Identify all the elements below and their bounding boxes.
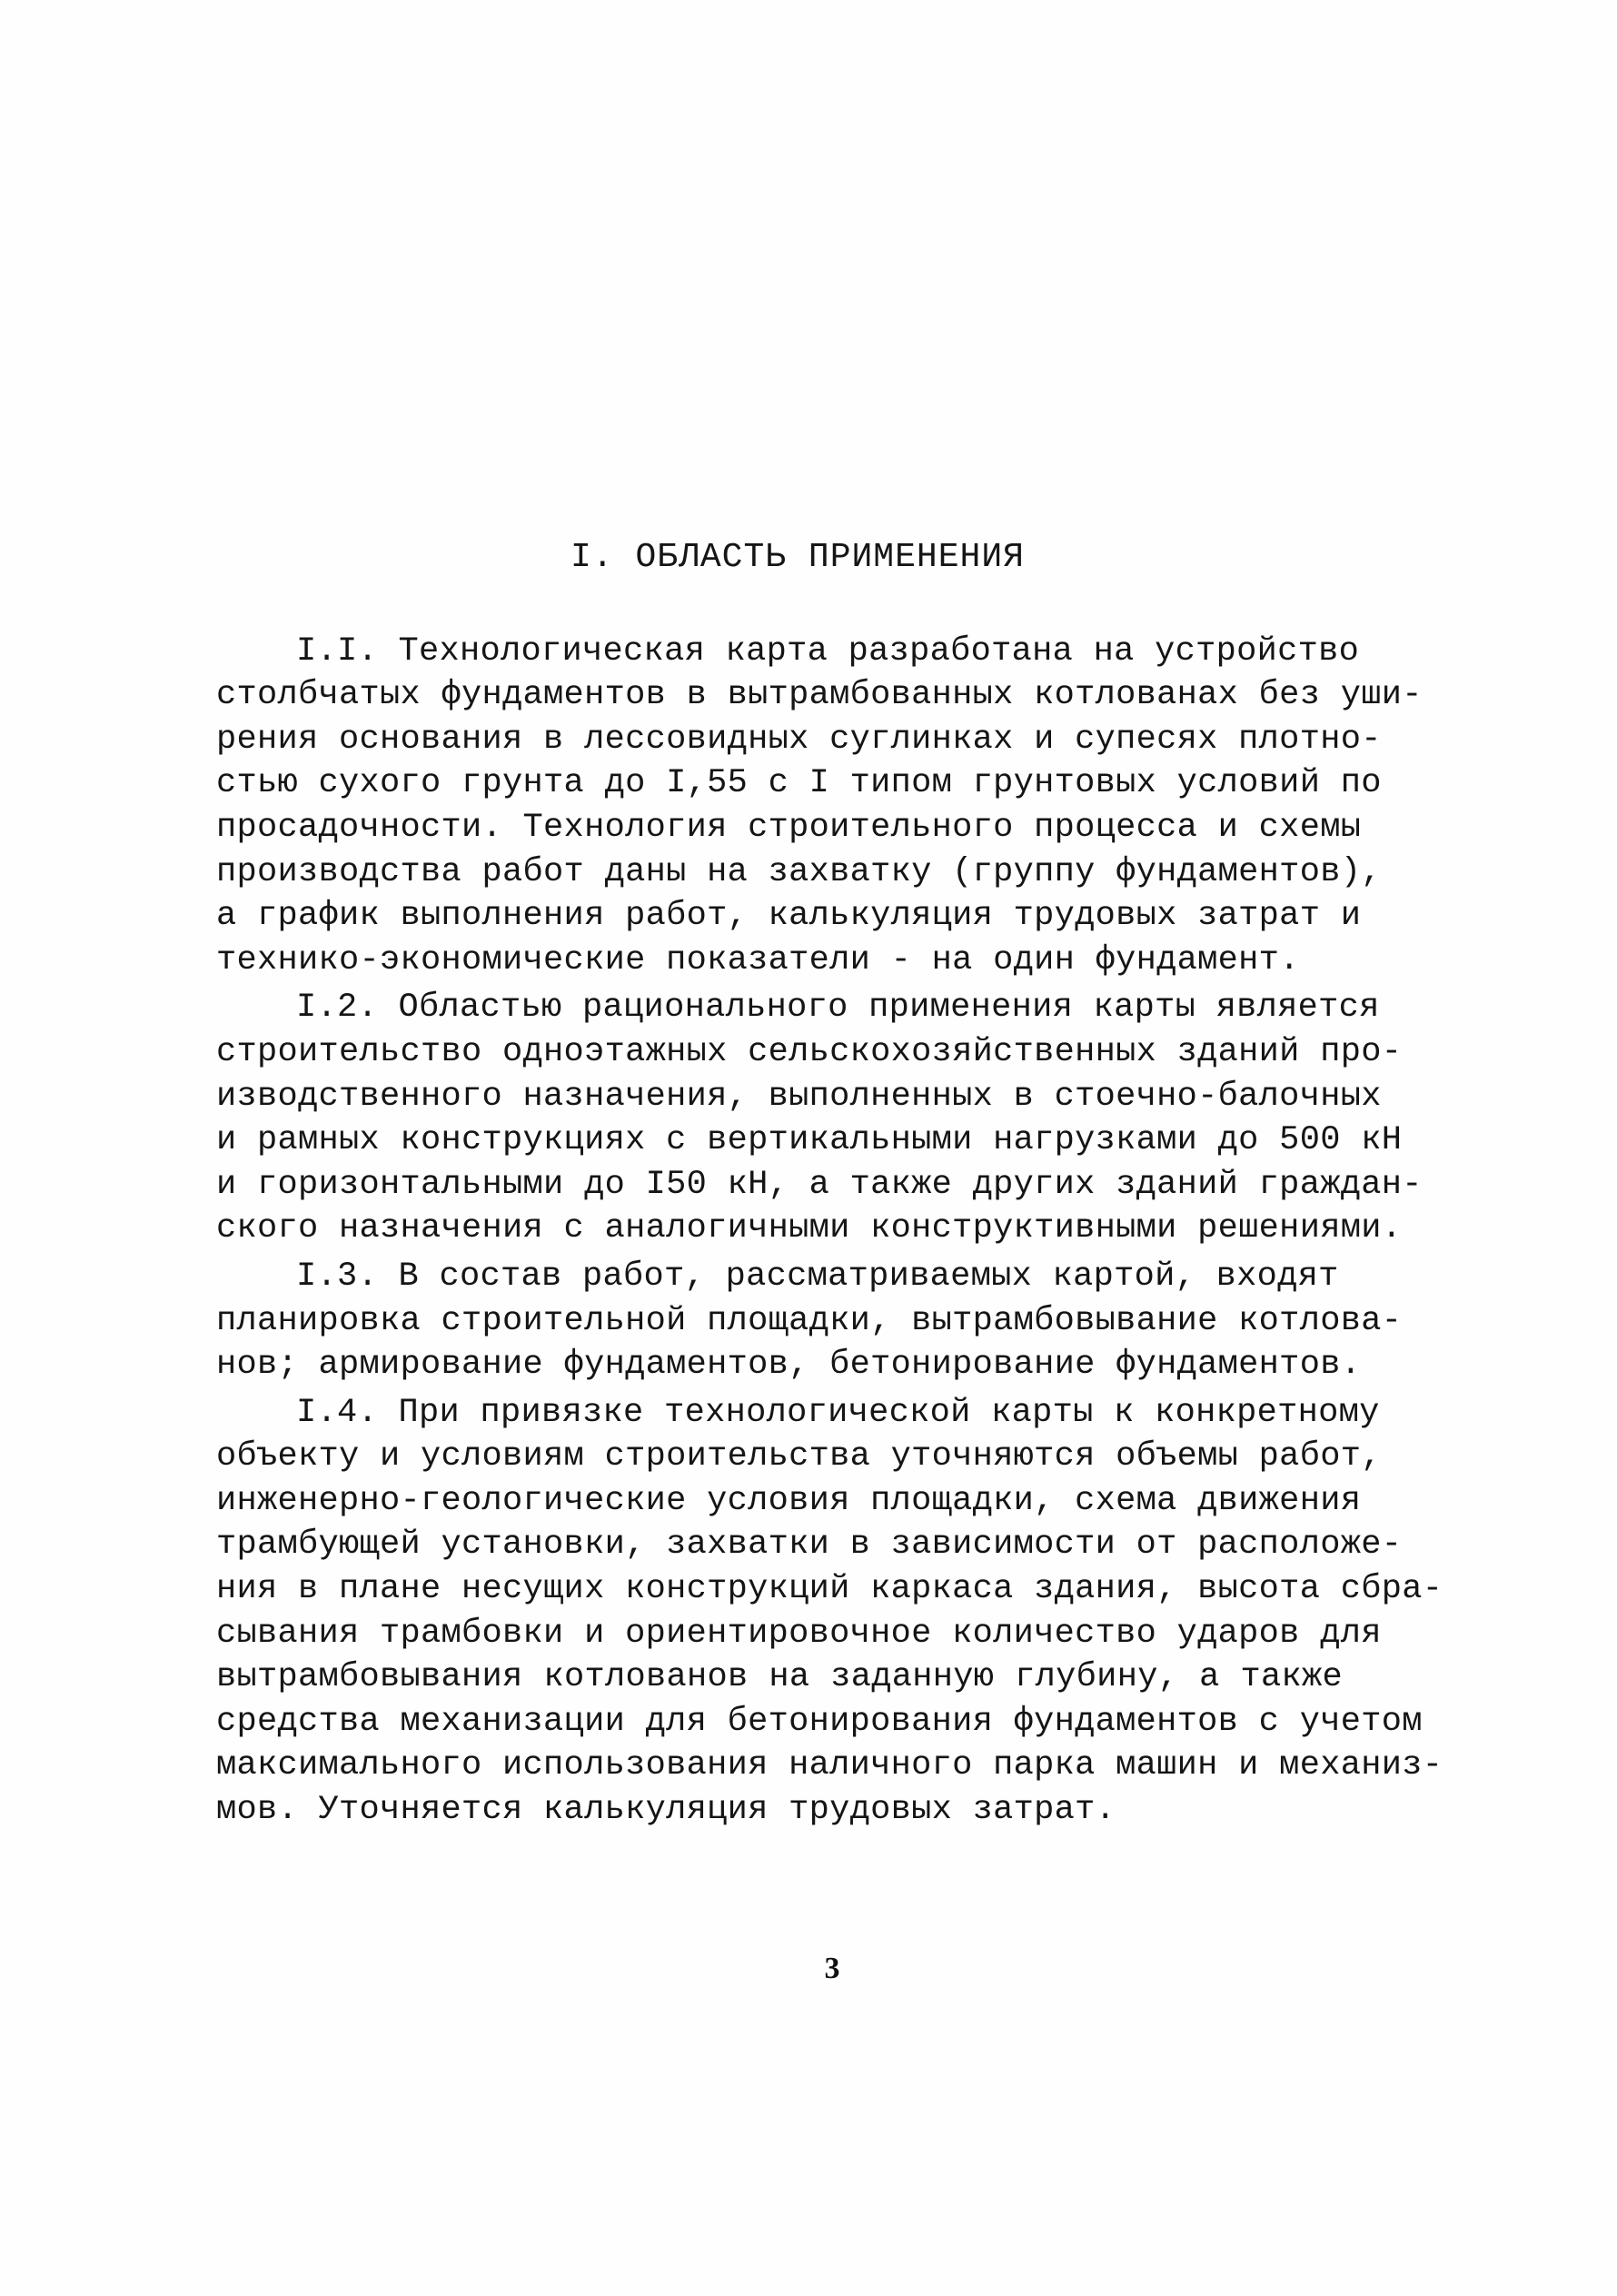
paragraph-1-4 [216,1391,1443,1833]
paragraph-line: технико-экономические показатели - на один фундамент. [216,940,1300,979]
document-body [216,536,1443,1833]
paragraph-line: I.4. При привязке технологической карты к конкретному [296,1393,1380,1432]
paragraph-line: и рамных конструкциях с вертикальными нагрузками до 500 кН [216,1121,1403,1160]
paragraph-line: I.2. Областью рационального применения карты является [296,989,1380,1028]
section-title: I. ОБЛАСТЬ ПРИМЕНЕНИЯ [570,538,1025,577]
page-number: 3 [824,1952,840,1985]
paragraph-line: средства механизации для бетонирования фундаментов с учетом [216,1702,1423,1741]
paragraph-line: производства работ даны на захватку (группу фундаментов), [216,852,1382,891]
paragraph-line: планировка строительной площадки, вытрамбовывание котлова- [216,1301,1403,1340]
paragraph-line: рения основания в лессовидных суглинках и супесях плотно- [216,720,1382,759]
paragraph-line: строительство одноэтажных сельскохозяйственных зданий про- [216,1032,1403,1071]
paragraph-line: просадочности. Технология строительного процесса и схемы [216,808,1362,847]
paragraph-line: вытрамбовывания котлованов на заданную глубину, а также [216,1658,1343,1697]
paragraph-1-2 [216,986,1423,1251]
paragraph-line: а график выполнения работ, калькуляция трудовых затрат и [216,897,1362,936]
paragraph-line: стью сухого грунта до I,55 с I типом грунтовых условий по [216,764,1382,803]
paragraph-line: объекту и условиям строительства уточняются объемы работ, [216,1437,1382,1476]
paragraph-line: инженерно-геологические условия площадки, схема движения [216,1481,1362,1520]
paragraph-1-3 [216,1255,1403,1387]
paragraph-line: ского назначения с аналогичными конструктивными решениями. [216,1209,1403,1248]
paragraph-line: трамбующей установки, захватки в зависимости от расположе- [216,1526,1403,1565]
paragraph-line: изводственного назначения, выполненных в стоечно-балочных [216,1077,1382,1116]
paragraph-line: столбчатых фундаментов в вытрамбованных котлованах без уши- [216,676,1423,715]
paragraph-line: максимального использования наличного парка машин и механиз- [216,1746,1443,1785]
paragraph-line: нов; армирование фундаментов, бетонирование фундаментов. [216,1346,1362,1385]
paragraph-line: мов. Уточняется калькуляция трудовых затрат. [216,1791,1116,1830]
paragraph-line: ния в плане несущих конструкций каркаса здания, высота сбра- [216,1570,1443,1609]
paragraph-1-1 [216,630,1423,983]
paragraph-line: I.I. Технологическая карта разработана на устройство [296,631,1360,671]
paragraph-line: и горизонтальными до I50 кН, а также других зданий граждан- [216,1165,1423,1204]
paragraph-line: I.3. В состав работ, рассматриваемых картой, входят [296,1257,1339,1296]
paragraph-line: сывания трамбовки и ориентировочное количество ударов для [216,1614,1382,1653]
